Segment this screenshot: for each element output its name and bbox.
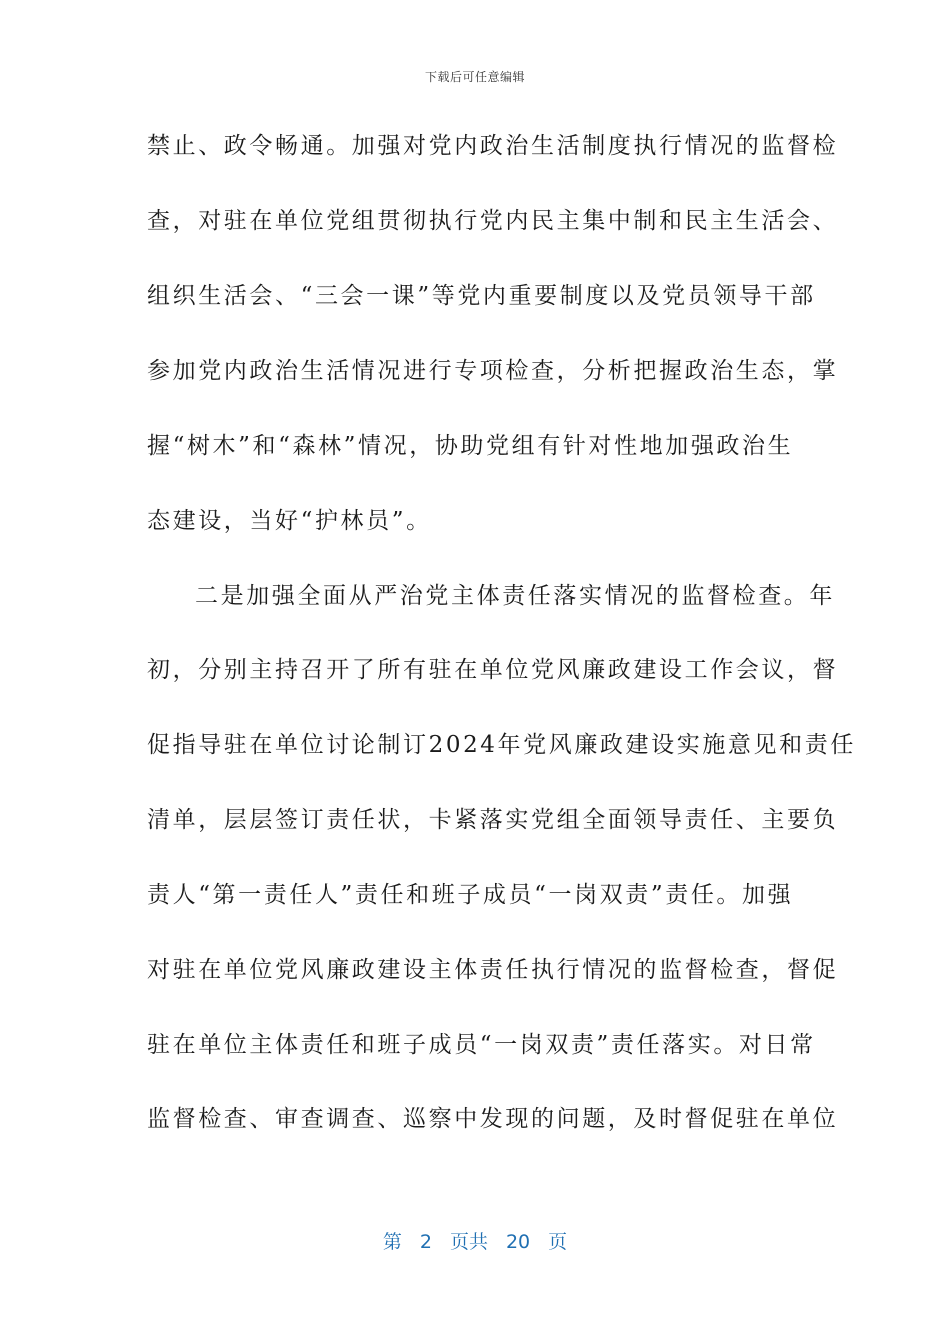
text-line: 态建设，当好“护林员”。 [147, 508, 432, 534]
text-line: 组织生活会、“三会一课”等党内重要制度以及党员领导干部 [147, 283, 816, 309]
text-line: 清单，层层签订责任状，卡紧落实党组全面领导责任、主要负 [147, 807, 839, 833]
text-line: 促指导驻在单位讨论制订2024年党风廉政建设实施意见和责任 [147, 732, 856, 758]
text-line: 对驻在单位党风廉政建设主体责任执行情况的监督检查，督促 [147, 957, 839, 983]
current-page-number: 2 [419, 1231, 432, 1253]
page-header-note: 下载后可任意编辑 [424, 70, 525, 84]
text-line: 查，对驻在单位党组贯彻执行党内民主集中制和民主生活会、 [147, 208, 839, 234]
footer-middle: 页共 [449, 1231, 488, 1253]
text-line: 初，分别主持召开了所有驻在单位党风廉政建设工作会议，督 [147, 657, 839, 683]
text-line: 禁止、政令畅通。加强对党内政治生活制度执行情况的监督检 [147, 133, 839, 159]
text-line: 握“树木”和“森林”情况，协助党组有针对性地加强政治生 [147, 433, 794, 459]
text-line: 驻在单位主体责任和班子成员“一岗双责”责任落实。对日常 [147, 1032, 816, 1058]
text-line: 参加党内政治生活情况进行专项检查，分析把握政治生态，掌 [147, 358, 839, 384]
footer-prefix: 第 [382, 1231, 402, 1253]
total-page-count: 20 [505, 1231, 531, 1253]
footer-suffix: 页 [548, 1231, 568, 1253]
page-number-footer [0, 1227, 950, 1254]
text-line: 责人“第一责任人”责任和班子成员“一岗双责”责任。加强 [147, 882, 794, 908]
text-line: 监督检查、审查调查、巡察中发现的问题，及时督促驻在单位 [147, 1106, 839, 1132]
paragraph-start-line: 二是加强全面从严治党主体责任落实情况的监督检查。年 [195, 583, 835, 609]
